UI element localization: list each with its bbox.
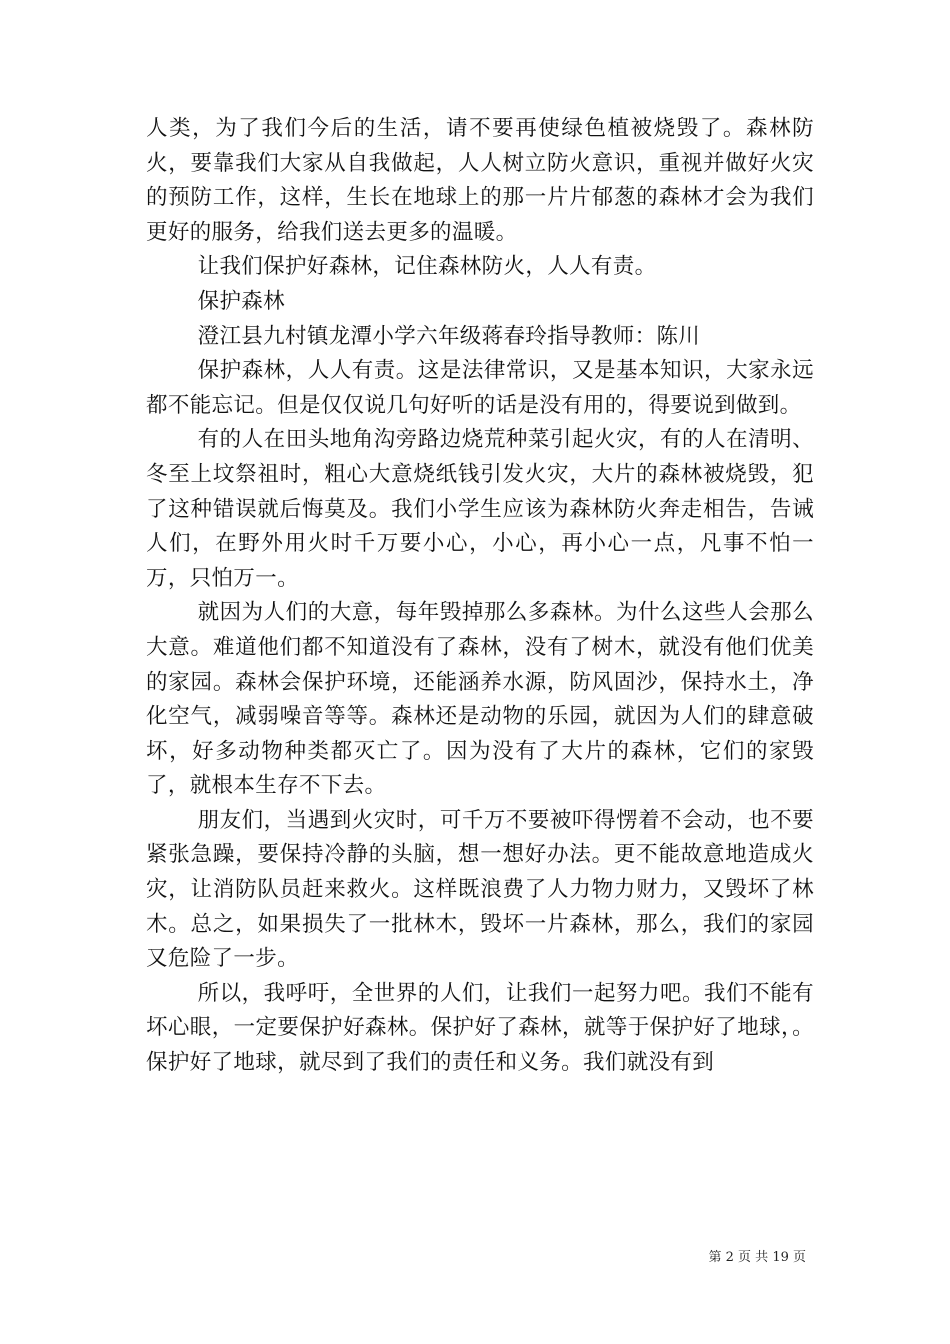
paragraph-fire-causes: 有的人在田头地角沟旁路边烧荒种菜引起火灾，有的人在清明、冬至上坟祭祖时，粗心大意烧纸钱引发火灾，大片的森林被烧毁，犯了这种错误就后悔莫及。我们小学生应该为森林防火奔走相告，告诫人们，在野外用火时千万要小心，小心，再小心一点，凡事不怕一万，只怕万一。 xyxy=(146,427,814,591)
paragraph-continuation: 人类，为了我们今后的生活，请不要再使绿色植被烧毁了。森林防火，要靠我们大家从自我做起，人人树立防火意识，重视并做好火灾的预防工作，这样，生长在地球上的那一片片郁葱的森林才会为我们更好的服务，给我们送去更多的温暖。 xyxy=(146,116,814,245)
paragraph-fire-response: 朋友们，当遇到火灾时，可千万不要被吓得愣着不会动，也不要紧张急躁，要保持冷静的头脑，想一想好办法。更不能故意地造成火灾，让消防队员赶来救火。这样既浪费了人力物力财力，又毁坏了林木。总之，如果损失了一批林木，毁坏一片森林，那么，我们的家园又危险了一步。 xyxy=(146,807,814,972)
paragraph-intro: 保护森林，人人有责。这是法律常识，又是基本知识，大家永远都不能忘记。但是仅仅说几句好听的话是没有用的，得要说到做到。 xyxy=(146,358,814,418)
page-number-footer: 第 2 页 共 19 页 xyxy=(708,1250,806,1265)
essay-title: 保护森林 xyxy=(197,288,285,314)
paragraph-call-to-action: 让我们保护好森林，记住森林防火，人人有责。 xyxy=(197,254,657,280)
paragraph-carelessness: 就因为人们的大意，每年毁掉那么多森林。为什么这些人会那么大意。难道他们都不知道没有了森林，没有了树木，就没有他们优美的家园。森林会保护环境，还能涵养水源，防风固沙，保持水土，净化空气，减弱噪音等等。森林还是动物的乐园，就因为人们的肆意破坏，好多动物种类都灭亡了。因为没有了大片的森林，它们的家毁了，就根本生存不下去。 xyxy=(146,600,814,799)
essay-author-line: 澄江县九村镇龙潭小学六年级蒋春玲指导教师：陈川 xyxy=(197,323,701,349)
document-body xyxy=(146,112,814,1081)
paragraph-appeal: 所以，我呼吁，全世界的人们，让我们一起努力吧。我们不能有坏心眼，一定要保护好森林。保护好了森林，就等于保护好了地球，。保护好了地球，就尽到了我们的责任和义务。我们就没有到 xyxy=(146,980,814,1076)
